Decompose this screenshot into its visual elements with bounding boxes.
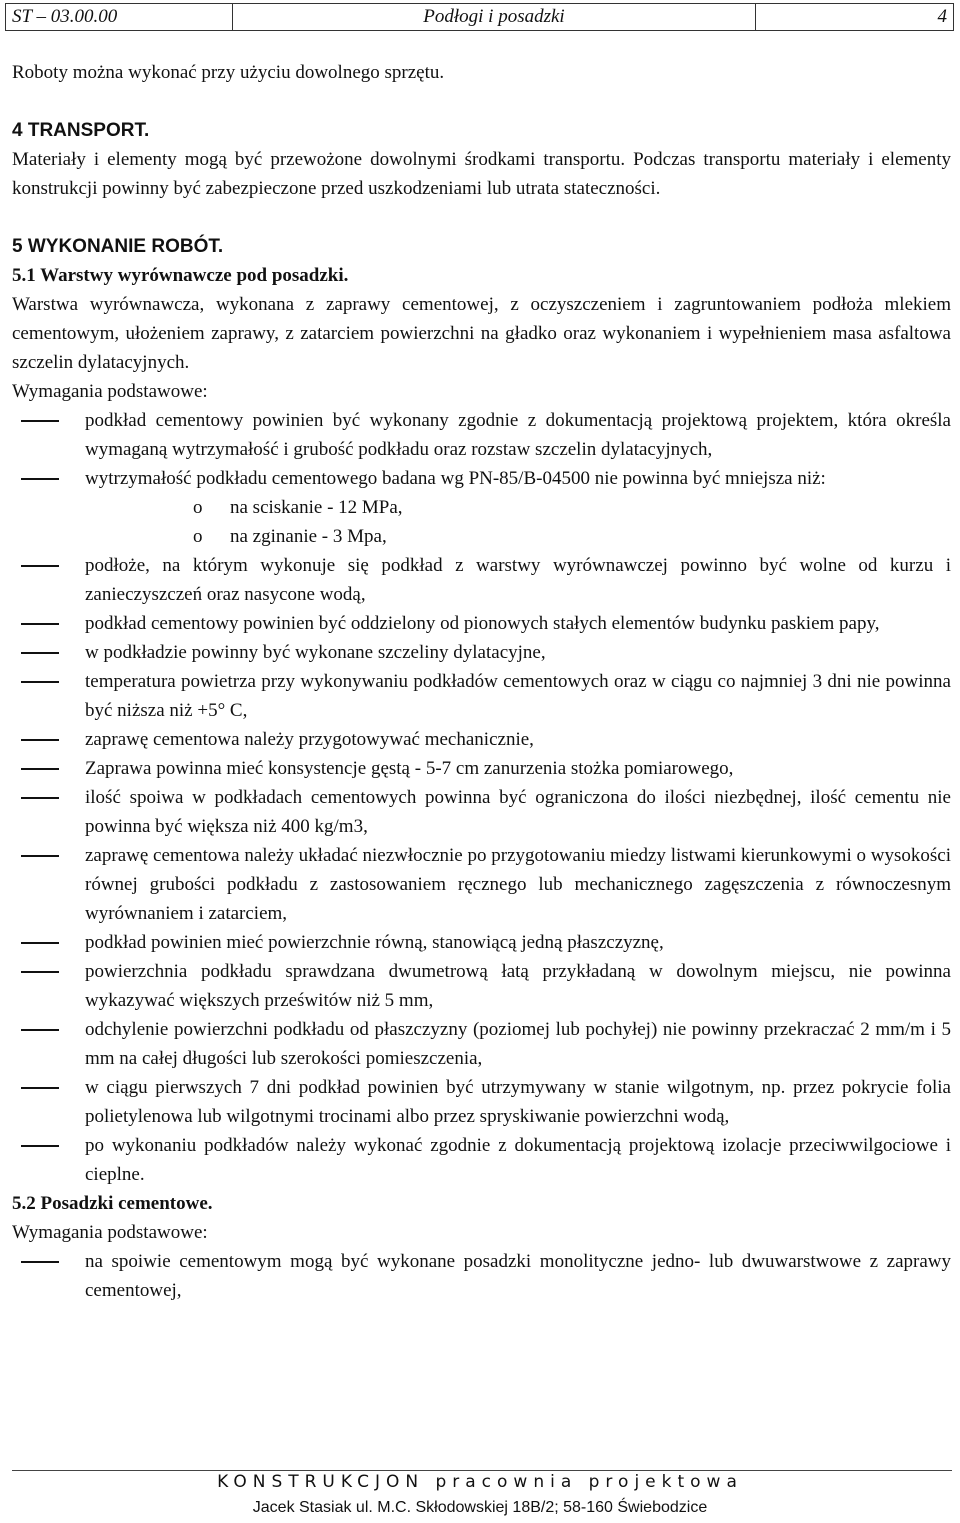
- footer-divider: [12, 1470, 952, 1471]
- strength-sublist: [85, 493, 951, 551]
- section-heading-wykonanie: 5 WYKONANIE ROBÓT.: [12, 236, 224, 257]
- document-body: [12, 58, 951, 1305]
- requirements-label: Wymagania podstawowe:: [12, 1222, 208, 1243]
- list-item: Zaprawa powinna mieć konsystencje gęstą - 5-7 cm zanurzenia stożka pomiarowego,: [85, 758, 734, 779]
- page-header: [5, 3, 954, 31]
- footer-address: Jacek Stasiak ul. M.C. Skłodowskiej 18B/2; 58-160 Świebodzice: [252, 1499, 708, 1516]
- subsection-5-1-paragraph: Warstwa wyrównawcza, wykonana z zaprawy cementowej, z oczyszczeniem i zagruntowaniem podłoża mlekiem cementowym, ułożeniem zaprawy, z zatarciem powierzchni na gładko oraz wykonaniem i wypełnieniem masa asfaltowa szczelin dylatacyjnych.: [12, 294, 951, 373]
- list-item: podkład cementowy powinien być wykonany zgodnie z dokumentacją projektową projektem, która określa wymaganą wytrzymałość i grubość podkładu oraz rozstaw szczelin dylatacyjnych,: [85, 410, 951, 460]
- list-item: temperatura powietrza przy wykonywaniu podkładów cementowych oraz w ciągu co najmniej 3 dni nie powinna być niższa niż +5° C,: [85, 671, 951, 721]
- list-item: powierzchnia podkładu sprawdzana dwumetrową łatą przykładaną w dowolnym miejscu, nie powinna wykazywać większych prześwitów niż 5 mm,: [85, 961, 951, 1011]
- page-number: 4: [937, 6, 947, 27]
- equipment-paragraph: Roboty można wykonać przy użyciu dowolnego sprzętu.: [12, 62, 445, 83]
- transport-paragraph: Materiały i elementy mogą być przewożone dowolnymi środkami transportu. Podczas transportu materiały i elementy konstrukcji powinny być zabezpieczone przed uszkodzeniami lub utrata stateczności.: [12, 149, 951, 199]
- list-item: zaprawę cementowa należy układać niezwłocznie po przygotowaniu miedzy listwami kierunkowymi o wysokości równej grubości podkładu z zastosowaniem ręcznego lub mechanicznego zagęszczenia z równoczesnym wyrównaniem i zatarciem,: [85, 845, 951, 924]
- list-item: podkład powinien mieć powierzchnie równą, stanowiącą jedną płaszczyznę,: [85, 932, 664, 953]
- subsection-heading-5-2: 5.2 Posadzki cementowe.: [12, 1193, 213, 1214]
- section-heading-transport: 4 TRANSPORT.: [12, 120, 150, 141]
- requirements-label: Wymagania podstawowe:: [12, 381, 208, 402]
- list-item: wytrzymałość podkładu cementowego badana wg PN-85/B-04500 nie powinna być mniejsza niż: o na sciskanie - 12 MPa, o na zginanie - 3 Mpa,: [12, 464, 951, 551]
- list-item: ilość spoiwa w podkładach cementowych powinna być ograniczona do ilości niezbędnej, ilość cementu nie powinna być większa niż 400 kg/m3,: [85, 787, 951, 837]
- spec-code: ST – 03.00.00: [6, 4, 233, 30]
- circle-bullet: o: [193, 497, 203, 518]
- list-item: w ciągu pierwszych 7 dni podkład powinien być utrzymywany w stanie wilgotnym, np. przez pokrycie folia polietylenowa lub wilgotnymi trocinami albo przez spryskiwanie powierzchni wodą,: [85, 1077, 951, 1127]
- requirements-list-5-1: [12, 406, 951, 1189]
- list-item: zaprawę cementowa należy przygotowywać mechanicznie,: [85, 729, 534, 750]
- list-item: podkład cementowy powinien być oddzielony od pionowych stałych elementów budynku paskiem papy,: [85, 613, 880, 634]
- spec-title: Podłogi i posadzki: [233, 4, 756, 30]
- sublist-item: o na sciskanie - 12 MPa,: [85, 493, 951, 522]
- list-item: po wykonaniu podkładów należy wykonać zgodnie z dokumentacją projektową izolacje przeciwwilgociowe i cieplne.: [85, 1135, 951, 1185]
- list-item: podłoże, na którym wykonuje się podkład z warstwy wyrównawczej powinno być wolne od kurzu i zanieczyszczeń oraz nasycone wodą,: [85, 555, 951, 605]
- circle-bullet: o: [193, 526, 203, 547]
- subsection-heading-5-1: 5.1 Warstwy wyrównawcze pod posadzki.: [12, 265, 349, 286]
- footer-company: KONSTRUKCJON pracownia projektowa: [217, 1472, 743, 1492]
- list-item: na spoiwie cementowym mogą być wykonane posadzki monolityczne jedno- lub dwuwarstwowe z zaprawy cementowej,: [85, 1251, 951, 1301]
- requirements-list-5-2: [12, 1247, 951, 1305]
- list-item: w podkładzie powinny być wykonane szczeliny dylatacyjne,: [85, 642, 546, 663]
- list-item: odchylenie powierzchni podkładu od płaszczyzny (poziomej lub pochyłej) nie powinny przekraczać 2 mm/m i 5 mm na całej długości lub szerokości pomieszczenia,: [85, 1019, 951, 1069]
- sublist-item: o na zginanie - 3 Mpa,: [85, 522, 951, 551]
